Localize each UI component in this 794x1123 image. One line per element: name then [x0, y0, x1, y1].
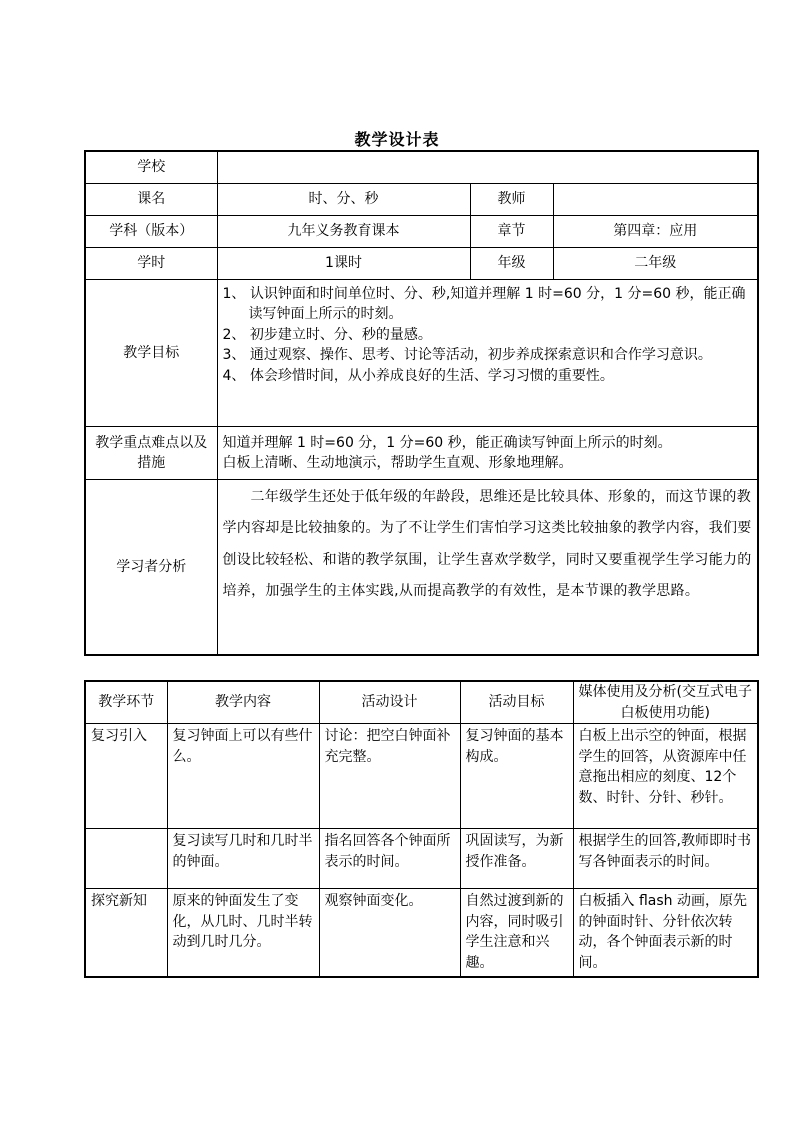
- learner-analysis-text: 二年级学生还处于低年级的年龄段，思维还是比较具体、形象的，而这节课的教学内容却是比较抽象的。为了不让学生们害怕学习这类比较抽象的教学内容，我们要创设比较轻松、和谐的教学氛围，让学生喜欢学数学，同时又要重视学生学习能力的培养，加强学生的主体实践,从而提高教学的有效性，是本节课的教学思路。: [222, 488, 752, 599]
- cell-media: 白板上出示空的钟面，根据学生的回答，从资源库中任意拖出相应的刻度、12个数、时针、分针、秒针。: [573, 724, 758, 829]
- school-label: 学校: [85, 151, 217, 183]
- table-row: [85, 889, 758, 977]
- table-row: [85, 724, 758, 829]
- goal-item: 1、 认识钟面和时间单位时、分、秒,知道并理解 1 时=60 分，1 分=60 秒，能正确读写钟面上所示的时刻。: [222, 285, 746, 322]
- focus-cell: [217, 426, 758, 479]
- row-school: [85, 151, 758, 183]
- cell-activity: 观察钟面变化。: [319, 889, 460, 977]
- cell-media: 根据学生的回答,教师即时书写各钟面表示的时间。: [573, 829, 758, 889]
- table-row: [85, 829, 758, 889]
- chapter-label: 章节: [470, 215, 553, 247]
- course-label: 课名: [85, 183, 217, 215]
- goals-cell: [217, 279, 758, 426]
- goals-list: [223, 280, 753, 387]
- goals-label: 教学目标: [85, 279, 217, 426]
- subject-value: 九年义务教育课本: [217, 215, 470, 247]
- row-focus: [85, 426, 758, 479]
- column-header: 教学内容: [167, 681, 319, 724]
- chapter-value: 第四章：应用: [553, 215, 758, 247]
- school-value: [217, 151, 758, 183]
- grade-value: 二年级: [553, 247, 758, 279]
- cell-content: 复习钟面上可以有些什么。: [167, 724, 319, 829]
- focus-line: 知道并理解 1 时=60 分，1 分=60 秒，能正确读写钟面上所示的时刻。: [222, 434, 672, 451]
- column-header: 媒体使用及分析(交互式电子白板使用功能): [573, 681, 758, 724]
- goal-item: 4、 体会珍惜时间，从小养成良好的生活、学习习惯的重要性。: [222, 367, 614, 384]
- focus-line: 白板上清晰、生动地演示，帮助学生直观、形象地理解。: [222, 454, 573, 471]
- row-subject: [85, 215, 758, 247]
- row-goals: [85, 279, 758, 426]
- course-value: 时、分、秒: [217, 183, 470, 215]
- cell-goal: 自然过渡到新的内容，同时吸引学生注意和兴趣。: [460, 889, 573, 977]
- focus-label: 教学重点难点以及措施: [85, 426, 217, 479]
- cell-goal: 复习钟面的基本构成。: [460, 724, 573, 829]
- document-title: 教学设计表: [354, 130, 440, 149]
- column-header: 教学环节: [85, 681, 167, 724]
- column-header: 活动设计: [319, 681, 460, 724]
- cell-media: 白板插入 flash 动画，原先的钟面时针、分针依次转动，各个钟面表示新的时间。: [573, 889, 758, 977]
- cell-stage: 复习引入: [85, 724, 167, 829]
- cell-goal: 巩固读写，为新授作准备。: [460, 829, 573, 889]
- header-row: [85, 681, 758, 724]
- cell-stage: 探究新知: [85, 889, 167, 977]
- cell-stage: [85, 829, 167, 889]
- hours-value: 1课时: [217, 247, 470, 279]
- subject-label: 学科（版本）: [85, 215, 217, 247]
- goal-item: 2、 初步建立时、分、秒的量感。: [222, 326, 432, 343]
- goal-item: 3、 通过观察、操作、思考、讨论等活动，初步养成探索意识和合作学习意识。: [222, 347, 712, 363]
- teacher-label: 教师: [470, 183, 553, 215]
- cell-content: 原来的钟面发生了变化，从几时、几时半转动到几时几分。: [167, 889, 319, 977]
- course-info-table: [84, 150, 759, 656]
- row-hours: [85, 247, 758, 279]
- grade-label: 年级: [470, 247, 553, 279]
- row-learner: [85, 479, 758, 655]
- row-course: [85, 183, 758, 215]
- learner-label: 学习者分析: [85, 479, 217, 655]
- cell-activity: 指名回答各个钟面所表示的时间。: [319, 829, 460, 889]
- cell-activity: 讨论：把空白钟面补充完整。: [319, 724, 460, 829]
- teacher-value: [553, 183, 758, 215]
- cell-content: 复习读写几时和几时半的钟面。: [167, 829, 319, 889]
- column-header: 活动目标: [460, 681, 573, 724]
- learner-cell: [217, 479, 758, 655]
- teaching-process-table: [84, 680, 759, 978]
- hours-label: 学时: [85, 247, 217, 279]
